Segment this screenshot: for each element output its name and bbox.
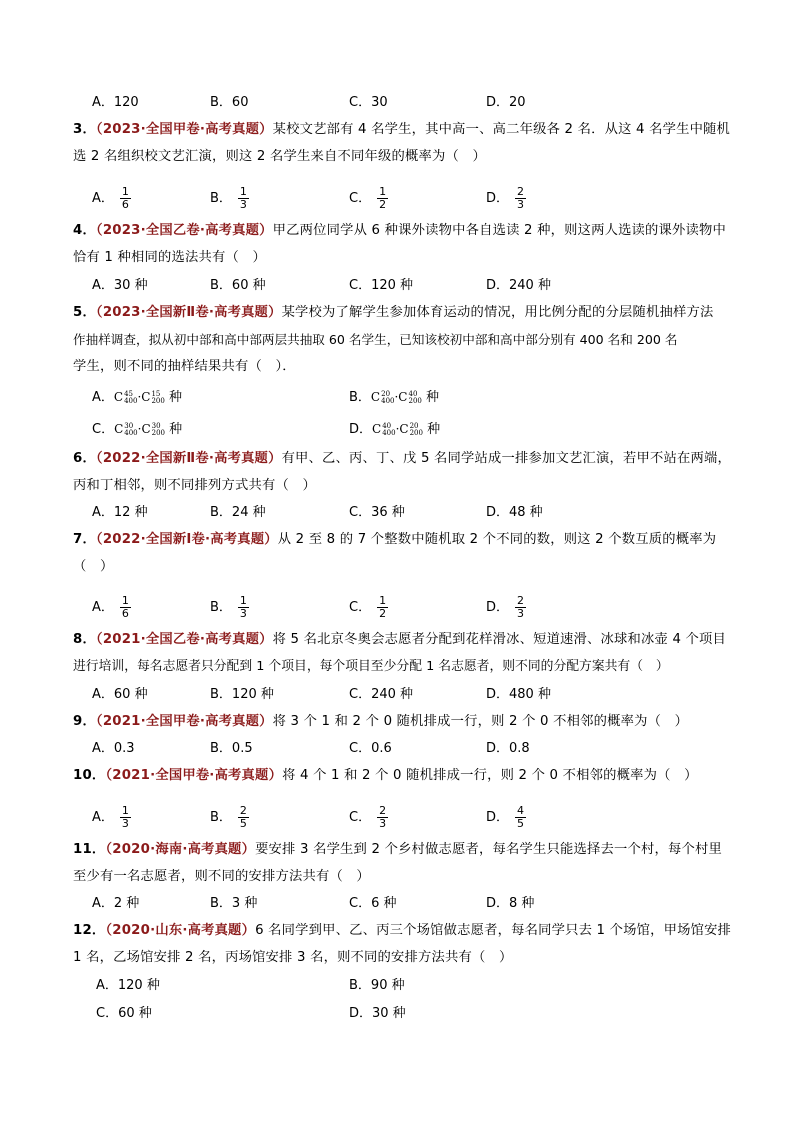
option-c: C．60 种 [96, 1006, 152, 1021]
question-line [73, 767, 698, 785]
option-d: D．480 种 [486, 687, 551, 702]
combination: C 20 400 ·C 40 200 [370, 389, 422, 405]
option-c [349, 595, 388, 620]
option-b: B．0.5 [210, 741, 253, 756]
question-text: 丙和丁相邻，则不同排列方式共有（ ） [73, 478, 316, 493]
fraction [515, 595, 526, 620]
option-letter: C． [92, 422, 115, 437]
options [0, 895, 794, 913]
numerator: 2 [517, 185, 525, 198]
options [0, 977, 794, 995]
source-open: （ [95, 305, 103, 320]
question-number: 8． [73, 632, 96, 647]
source-close: ） [264, 532, 278, 547]
source-tag: 2023·全国新Ⅱ卷·高考真题 [102, 305, 269, 320]
option-b [210, 595, 249, 620]
option-b: B．90 种 [349, 978, 405, 993]
source-tag: 2022·全国新Ⅱ卷·高考真题 [102, 451, 269, 466]
fraction [238, 595, 249, 620]
option-letter: D． [486, 191, 510, 206]
numerator: 1 [121, 594, 129, 607]
fraction [238, 186, 249, 211]
option-c: C．36 种 [349, 505, 405, 520]
source-close: ） [259, 714, 273, 729]
subscript: 200 [151, 428, 166, 437]
question-number: 3． [73, 122, 96, 137]
question-text: （ ） [73, 559, 114, 574]
options [0, 594, 794, 620]
source-open: （ [95, 122, 103, 137]
subscript: 200 [408, 396, 422, 405]
question-text: 6 名同学到甲、乙、丙三个场馆做志愿者，每名同学只去 1 个场馆，甲场馆安排 [255, 923, 732, 938]
question-text: 作抽样调查，拟从初中部和高中部两层共抽取 60 名学生，已知该校初中部和高中部分别有 400 名和 200 名 [73, 332, 678, 347]
option-d: D．30 种 [349, 1006, 406, 1021]
option-a: A．12 种 [92, 505, 148, 520]
fraction [377, 595, 388, 620]
question-line [73, 713, 688, 731]
question-line [73, 531, 716, 549]
denominator: 3 [239, 198, 247, 211]
unit: 种 [426, 390, 440, 405]
option-a: A．120 种 [96, 978, 160, 993]
question-number: 4． [73, 223, 96, 238]
question-text: 至少有一名志愿者，则不同的安排方法共有（ ） [73, 869, 370, 884]
unit: 种 [427, 422, 441, 437]
question-text: 学生，则不同的抽样结果共有（ ）． [73, 359, 296, 374]
option-letter: C． [349, 600, 372, 615]
question-text: 甲乙两位同学从 6 种课外读物中各自选读 2 种，则这两人选读的课外读物中 [272, 223, 727, 238]
question-line [73, 304, 713, 322]
source-open: （ [95, 451, 103, 466]
option-b [349, 388, 439, 407]
option-a: A．2 种 [92, 896, 140, 911]
source-tag: 2023·全国乙卷·高考真题 [102, 223, 260, 238]
option-a: A．0.3 [92, 741, 135, 756]
option-b: B．24 种 [210, 505, 266, 520]
options [0, 277, 794, 295]
options [0, 1005, 794, 1023]
numerator: 1 [121, 185, 129, 198]
source-close: ） [268, 451, 282, 466]
option-d: D．20 [486, 95, 526, 110]
options [0, 185, 794, 211]
superscript: 15 [151, 389, 161, 398]
denominator: 6 [121, 198, 129, 211]
option-letter: B． [210, 191, 232, 206]
superscript: 30 [124, 421, 134, 430]
numerator: 1 [379, 594, 387, 607]
option-a: A．120 [92, 95, 139, 110]
question-number: 10． [73, 768, 106, 783]
option-c: C．30 [349, 95, 388, 110]
option-d: D．240 种 [486, 278, 551, 293]
question-text: 将 3 个 1 和 2 个 0 随机排成一行，则 2 个 0 不相邻的概率为（ ） [272, 714, 689, 729]
question-line [73, 121, 730, 139]
option-b [210, 186, 249, 211]
fraction [120, 186, 131, 211]
question-line [73, 841, 722, 859]
question-text: 将 4 个 1 和 2 个 0 随机排成一行，则 2 个 0 不相邻的概率为（ ） [282, 768, 698, 783]
question-text: 有甲、乙、丙、丁、戊 5 名同学站成一排参加文艺汇演，若甲不站在两端， [281, 451, 731, 466]
option-letter: B． [210, 600, 232, 615]
option-d: D．8 种 [486, 896, 535, 911]
numerator: 1 [239, 594, 247, 607]
source-tag: 2020·山东·高考真题 [112, 923, 242, 938]
option-c: C．120 种 [349, 278, 414, 293]
options [0, 504, 794, 522]
fraction [238, 805, 249, 830]
option-letter: B． [349, 390, 371, 405]
option-a: A．60 种 [92, 687, 148, 702]
option-d [486, 186, 526, 211]
source-tag: 2022·全国新Ⅰ卷·高考真题 [102, 532, 265, 547]
question-number: 9． [73, 714, 96, 729]
source-close: ） [259, 632, 273, 647]
options [0, 420, 794, 438]
source-open: （ [95, 632, 103, 647]
option-c: C．0.6 [349, 741, 392, 756]
question-number: 5． [73, 305, 96, 320]
option-d [349, 420, 440, 439]
option-letter: B． [210, 810, 232, 825]
option-letter: A． [92, 810, 114, 825]
options [0, 686, 794, 704]
unit: 种 [169, 422, 183, 437]
q2-options [0, 94, 794, 112]
option-d [486, 805, 526, 830]
source-tag: 2021·全国乙卷·高考真题 [102, 632, 260, 647]
numerator: 2 [379, 804, 387, 817]
fraction [120, 805, 131, 830]
subscript: 400 [124, 396, 138, 405]
source-close: ） [268, 305, 282, 320]
source-open: （ [95, 714, 103, 729]
option-c [349, 186, 388, 211]
denominator: 3 [239, 607, 247, 620]
denominator: 3 [379, 817, 387, 830]
option-c: C．240 种 [349, 687, 414, 702]
fraction [120, 595, 131, 620]
option-c [349, 805, 388, 830]
numerator: 2 [239, 804, 247, 817]
subscript: 400 [124, 428, 138, 437]
source-close: ） [259, 122, 273, 137]
combination: C 40 400 ·C 20 200 [372, 421, 423, 437]
question-number: 7． [73, 532, 96, 547]
source-open: （ [105, 768, 113, 783]
question-line [73, 922, 731, 940]
superscript: 40 [382, 421, 392, 430]
option-b: B．60 [210, 95, 249, 110]
denominator: 2 [379, 607, 387, 620]
denominator: 5 [517, 817, 525, 830]
option-a [92, 388, 182, 407]
option-letter: C． [349, 810, 372, 825]
option-a [92, 186, 131, 211]
option-d [486, 595, 526, 620]
options [0, 804, 794, 830]
fraction [515, 186, 526, 211]
subscript: 200 [409, 428, 423, 437]
option-letter: C． [349, 191, 372, 206]
superscript: 45 [124, 389, 134, 398]
question-text: 进行培训，每名志愿者只分配到 1 个项目，每个项目至少分配 1 名志愿者，则不同的分配方案共有（ ） [73, 659, 669, 674]
numerator: 1 [121, 804, 129, 817]
fraction [377, 805, 388, 830]
source-close: ） [268, 768, 283, 783]
option-letter: D． [486, 810, 510, 825]
subscript: 400 [381, 396, 395, 405]
combination: C 30 400 ·C 30 200 [114, 421, 166, 437]
option-c: C．6 种 [349, 896, 397, 911]
denominator: 3 [517, 607, 525, 620]
numerator: 2 [517, 594, 525, 607]
subscript: 200 [151, 396, 165, 405]
question-text: 某校文艺部有 4 名学生，其中高一、高二年级各 2 名．从这 4 名学生中随机 [272, 122, 731, 137]
question-text: 恰有 1 种相同的选法共有（ ） [73, 250, 266, 265]
source-tag: 2023·全国甲卷·高考真题 [102, 122, 260, 137]
denominator: 2 [379, 198, 387, 211]
superscript: 20 [409, 421, 419, 430]
question-line [73, 631, 726, 649]
source-tag: 2021·全国甲卷·高考真题 [102, 714, 260, 729]
numerator: 1 [379, 185, 387, 198]
source-open: （ [105, 842, 113, 857]
question-text: 1 名，乙场馆安排 2 名，丙场馆安排 3 名，则不同的安排方法共有（ ） [73, 950, 513, 965]
numerator: 1 [239, 185, 247, 198]
option-b: B．3 种 [210, 896, 258, 911]
question-text: 某学校为了解学生参加体育运动的情况，用比例分配的分层随机抽样方法 [281, 305, 714, 320]
denominator: 5 [239, 817, 247, 830]
question-text: 从 2 至 8 的 7 个整数中随机取 2 个不同的数，则这 2 个数互质的概率为 [277, 532, 717, 547]
source-tag: 2021·全国甲卷·高考真题 [112, 768, 269, 783]
option-letter: D． [349, 422, 373, 437]
source-close: ） [259, 223, 273, 238]
superscript: 20 [381, 389, 391, 398]
option-d: D．48 种 [486, 505, 543, 520]
question-line [73, 450, 731, 468]
combination: C 45 400 ·C 15 200 [113, 389, 165, 405]
source-tag: 2020·海南·高考真题 [112, 842, 242, 857]
question-text: 将 5 名北京冬奥会志愿者分配到花样滑冰、短道速滑、冰球和冰壶 4 个项目 [272, 632, 727, 647]
option-letter: A． [92, 390, 114, 405]
fraction [515, 805, 526, 830]
question-number: 6． [73, 451, 96, 466]
option-a: A．30 种 [92, 278, 148, 293]
superscript: 40 [408, 389, 418, 398]
question-number: 11． [73, 842, 106, 857]
options [0, 388, 794, 406]
subscript: 400 [382, 428, 396, 437]
denominator: 3 [517, 198, 525, 211]
question-line [73, 222, 726, 240]
option-letter: A． [92, 600, 114, 615]
option-letter: D． [486, 600, 510, 615]
question-text: 选 2 名组织校文艺汇演，则这 2 名学生来自不同年级的概率为（ ） [73, 149, 486, 164]
numerator: 4 [517, 804, 525, 817]
source-open: （ [95, 532, 103, 547]
option-d: D．0.8 [486, 741, 530, 756]
denominator: 3 [121, 817, 129, 830]
source-close: ） [241, 842, 256, 857]
option-letter: A． [92, 191, 114, 206]
options [0, 740, 794, 758]
source-open: （ [105, 923, 113, 938]
superscript: 30 [151, 421, 161, 430]
source-close: ） [241, 923, 256, 938]
option-b: B．60 种 [210, 278, 266, 293]
option-b [210, 805, 249, 830]
fraction [377, 186, 388, 211]
denominator: 6 [121, 607, 129, 620]
option-a [92, 595, 131, 620]
unit: 种 [168, 390, 182, 405]
question-text: 要安排 3 名学生到 2 个乡村做志愿者，每名学生只能选择去一个村，每个村里 [255, 842, 722, 857]
question-number: 12． [73, 923, 106, 938]
option-c [92, 420, 182, 439]
option-b: B．120 种 [210, 687, 274, 702]
option-a [92, 805, 131, 830]
source-open: （ [95, 223, 103, 238]
